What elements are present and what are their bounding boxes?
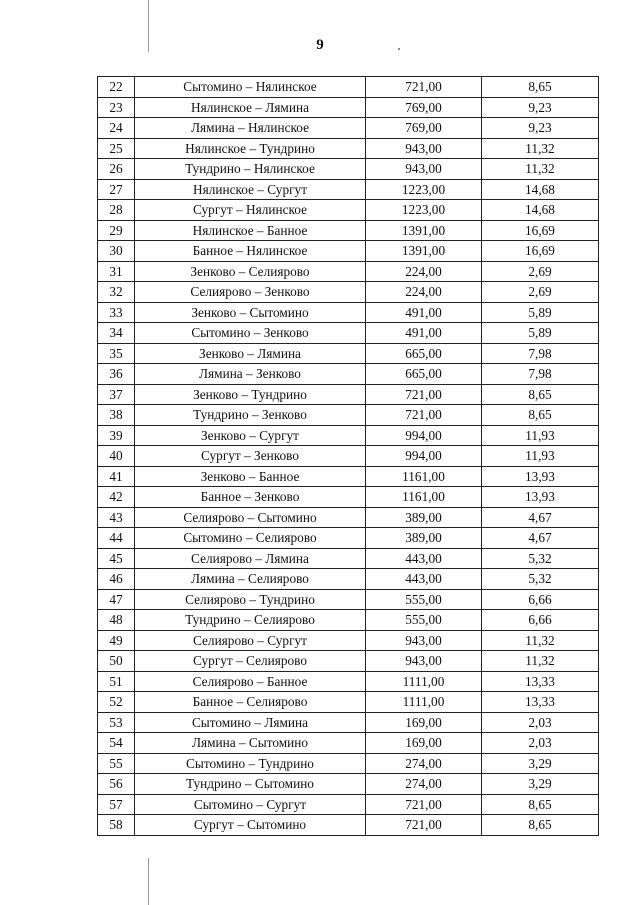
row-number-cell: 23 <box>98 97 135 118</box>
route-cell: Селиярово – Сытомино <box>135 507 366 528</box>
table-row <box>98 343 599 364</box>
distance-cell: 491,00 <box>366 323 482 344</box>
cost-cell: 6,66 <box>482 589 599 610</box>
distance-cell: 721,00 <box>366 815 482 836</box>
table-row <box>98 405 599 426</box>
table-row <box>98 753 599 774</box>
row-number-cell: 55 <box>98 753 135 774</box>
route-cell: Тундрино – Селиярово <box>135 610 366 631</box>
table-row <box>98 241 599 262</box>
distance-cell: 555,00 <box>366 610 482 631</box>
cost-cell: 5,89 <box>482 302 599 323</box>
distance-cell: 1161,00 <box>366 487 482 508</box>
route-table-body <box>98 77 599 836</box>
route-cell: Зенково – Сургут <box>135 425 366 446</box>
table-row <box>98 77 599 98</box>
cost-cell: 11,93 <box>482 425 599 446</box>
cost-cell: 11,32 <box>482 630 599 651</box>
table-row <box>98 384 599 405</box>
row-number-cell: 41 <box>98 466 135 487</box>
cost-cell: 16,69 <box>482 220 599 241</box>
distance-cell: 443,00 <box>366 548 482 569</box>
cost-cell: 4,67 <box>482 507 599 528</box>
distance-cell: 943,00 <box>366 630 482 651</box>
row-number-cell: 45 <box>98 548 135 569</box>
cost-cell: 8,65 <box>482 77 599 98</box>
distance-cell: 721,00 <box>366 794 482 815</box>
row-number-cell: 39 <box>98 425 135 446</box>
row-number-cell: 48 <box>98 610 135 631</box>
route-cell: Сытомино – Нялинское <box>135 77 366 98</box>
route-cell: Нялинское – Тундрино <box>135 138 366 159</box>
route-cell: Лямина – Сытомино <box>135 733 366 754</box>
cost-cell: 8,65 <box>482 794 599 815</box>
table-row <box>98 815 599 836</box>
row-number-cell: 34 <box>98 323 135 344</box>
table-row <box>98 425 599 446</box>
scan-artifact-bottom <box>148 858 149 905</box>
route-cell: Зенково – Селиярово <box>135 261 366 282</box>
cost-cell: 7,98 <box>482 364 599 385</box>
route-cell: Лямина – Зенково <box>135 364 366 385</box>
row-number-cell: 57 <box>98 794 135 815</box>
row-number-cell: 49 <box>98 630 135 651</box>
cost-cell: 7,98 <box>482 343 599 364</box>
distance-cell: 491,00 <box>366 302 482 323</box>
table-row <box>98 364 599 385</box>
row-number-cell: 40 <box>98 446 135 467</box>
distance-cell: 721,00 <box>366 384 482 405</box>
distance-cell: 769,00 <box>366 97 482 118</box>
table-row <box>98 794 599 815</box>
row-number-cell: 27 <box>98 179 135 200</box>
table-row <box>98 610 599 631</box>
route-cell: Нялинское – Лямина <box>135 97 366 118</box>
route-cell: Сургут – Зенково <box>135 446 366 467</box>
route-cell: Сытомино – Тундрино <box>135 753 366 774</box>
route-cell: Сытомино – Сургут <box>135 794 366 815</box>
distance-cell: 389,00 <box>366 507 482 528</box>
table-row <box>98 528 599 549</box>
row-number-cell: 35 <box>98 343 135 364</box>
row-number-cell: 36 <box>98 364 135 385</box>
cost-cell: 5,89 <box>482 323 599 344</box>
cost-cell: 11,32 <box>482 138 599 159</box>
row-number-cell: 37 <box>98 384 135 405</box>
distance-cell: 224,00 <box>366 261 482 282</box>
cost-cell: 13,33 <box>482 671 599 692</box>
route-cell: Банное – Зенково <box>135 487 366 508</box>
row-number-cell: 33 <box>98 302 135 323</box>
distance-cell: 389,00 <box>366 528 482 549</box>
route-cell: Сытомино – Зенково <box>135 323 366 344</box>
cost-cell: 3,29 <box>482 774 599 795</box>
cost-cell: 2,69 <box>482 261 599 282</box>
distance-cell: 721,00 <box>366 77 482 98</box>
cost-cell: 4,67 <box>482 528 599 549</box>
route-cell: Сургут – Селиярово <box>135 651 366 672</box>
table-row <box>98 589 599 610</box>
table-row <box>98 97 599 118</box>
table-row <box>98 651 599 672</box>
distance-cell: 1111,00 <box>366 692 482 713</box>
distance-cell: 665,00 <box>366 364 482 385</box>
cost-cell: 14,68 <box>482 179 599 200</box>
distance-cell: 169,00 <box>366 733 482 754</box>
route-cell: Сытомино – Лямина <box>135 712 366 733</box>
cost-cell: 5,32 <box>482 569 599 590</box>
row-number-cell: 32 <box>98 282 135 303</box>
distance-cell: 169,00 <box>366 712 482 733</box>
table-row <box>98 548 599 569</box>
table-row <box>98 671 599 692</box>
table-row <box>98 302 599 323</box>
distance-cell: 555,00 <box>366 589 482 610</box>
route-table <box>97 76 599 836</box>
route-cell: Банное – Селиярово <box>135 692 366 713</box>
distance-cell: 769,00 <box>366 118 482 139</box>
route-cell: Лямина – Селиярово <box>135 569 366 590</box>
distance-cell: 943,00 <box>366 159 482 180</box>
cost-cell: 6,66 <box>482 610 599 631</box>
row-number-cell: 46 <box>98 569 135 590</box>
row-number-cell: 28 <box>98 200 135 221</box>
cost-cell: 9,23 <box>482 118 599 139</box>
table-row <box>98 692 599 713</box>
distance-cell: 1223,00 <box>366 200 482 221</box>
distance-cell: 224,00 <box>366 282 482 303</box>
cost-cell: 13,93 <box>482 487 599 508</box>
cost-cell: 16,69 <box>482 241 599 262</box>
table-row <box>98 138 599 159</box>
route-cell: Лямина – Нялинское <box>135 118 366 139</box>
cost-cell: 3,29 <box>482 753 599 774</box>
route-cell: Банное – Нялинское <box>135 241 366 262</box>
table-row <box>98 282 599 303</box>
distance-cell: 1161,00 <box>366 466 482 487</box>
cost-cell: 2,69 <box>482 282 599 303</box>
table-row <box>98 446 599 467</box>
cost-cell: 9,23 <box>482 97 599 118</box>
cost-cell: 11,32 <box>482 159 599 180</box>
row-number-cell: 25 <box>98 138 135 159</box>
page-number: 9 <box>316 37 324 53</box>
route-cell: Тундрино – Зенково <box>135 405 366 426</box>
distance-cell: 274,00 <box>366 753 482 774</box>
route-cell: Нялинское – Банное <box>135 220 366 241</box>
table-row <box>98 118 599 139</box>
row-number-cell: 29 <box>98 220 135 241</box>
cost-cell: 11,93 <box>482 446 599 467</box>
route-cell: Селиярово – Сургут <box>135 630 366 651</box>
row-number-cell: 22 <box>98 77 135 98</box>
table-row <box>98 712 599 733</box>
table-row <box>98 569 599 590</box>
table-row <box>98 733 599 754</box>
row-number-cell: 51 <box>98 671 135 692</box>
cost-cell: 14,68 <box>482 200 599 221</box>
route-cell: Зенково – Лямина <box>135 343 366 364</box>
cost-cell: 13,33 <box>482 692 599 713</box>
row-number-cell: 54 <box>98 733 135 754</box>
table-row <box>98 507 599 528</box>
distance-cell: 994,00 <box>366 425 482 446</box>
row-number-cell: 44 <box>98 528 135 549</box>
route-cell: Селиярово – Банное <box>135 671 366 692</box>
row-number-cell: 53 <box>98 712 135 733</box>
route-cell: Сургут – Нялинское <box>135 200 366 221</box>
row-number-cell: 26 <box>98 159 135 180</box>
row-number-cell: 47 <box>98 589 135 610</box>
distance-cell: 943,00 <box>366 138 482 159</box>
distance-cell: 721,00 <box>366 405 482 426</box>
route-cell: Тундрино – Сытомино <box>135 774 366 795</box>
cost-cell: 11,32 <box>482 651 599 672</box>
table-row <box>98 630 599 651</box>
route-cell: Селиярово – Тундрино <box>135 589 366 610</box>
cost-cell: 13,93 <box>482 466 599 487</box>
distance-cell: 1391,00 <box>366 220 482 241</box>
table-row <box>98 466 599 487</box>
row-number-cell: 52 <box>98 692 135 713</box>
row-number-cell: 56 <box>98 774 135 795</box>
cost-cell: 2,03 <box>482 712 599 733</box>
route-cell: Нялинское – Сургут <box>135 179 366 200</box>
table-row <box>98 220 599 241</box>
row-number-cell: 50 <box>98 651 135 672</box>
cost-cell: 8,65 <box>482 384 599 405</box>
route-cell: Зенково – Банное <box>135 466 366 487</box>
table-row <box>98 323 599 344</box>
route-cell: Зенково – Сытомино <box>135 302 366 323</box>
distance-cell: 274,00 <box>366 774 482 795</box>
row-number-cell: 24 <box>98 118 135 139</box>
table-row <box>98 261 599 282</box>
table-row <box>98 487 599 508</box>
route-cell: Сытомино – Селиярово <box>135 528 366 549</box>
table-row <box>98 774 599 795</box>
row-number-cell: 43 <box>98 507 135 528</box>
route-cell: Селиярово – Лямина <box>135 548 366 569</box>
cost-cell: 8,65 <box>482 815 599 836</box>
table-row <box>98 200 599 221</box>
route-cell: Тундрино – Нялинское <box>135 159 366 180</box>
distance-cell: 994,00 <box>366 446 482 467</box>
route-cell: Селиярово – Зенково <box>135 282 366 303</box>
table-row <box>98 179 599 200</box>
cost-cell: 5,32 <box>482 548 599 569</box>
distance-cell: 1391,00 <box>366 241 482 262</box>
row-number-cell: 42 <box>98 487 135 508</box>
cost-cell: 2,03 <box>482 733 599 754</box>
route-cell: Сургут – Сытомино <box>135 815 366 836</box>
row-number-cell: 58 <box>98 815 135 836</box>
table-row <box>98 159 599 180</box>
distance-cell: 1223,00 <box>366 179 482 200</box>
distance-cell: 1111,00 <box>366 671 482 692</box>
distance-cell: 665,00 <box>366 343 482 364</box>
route-cell: Зенково – Тундрино <box>135 384 366 405</box>
cost-cell: 8,65 <box>482 405 599 426</box>
row-number-cell: 31 <box>98 261 135 282</box>
row-number-cell: 38 <box>98 405 135 426</box>
row-number-cell: 30 <box>98 241 135 262</box>
distance-cell: 943,00 <box>366 651 482 672</box>
distance-cell: 443,00 <box>366 569 482 590</box>
